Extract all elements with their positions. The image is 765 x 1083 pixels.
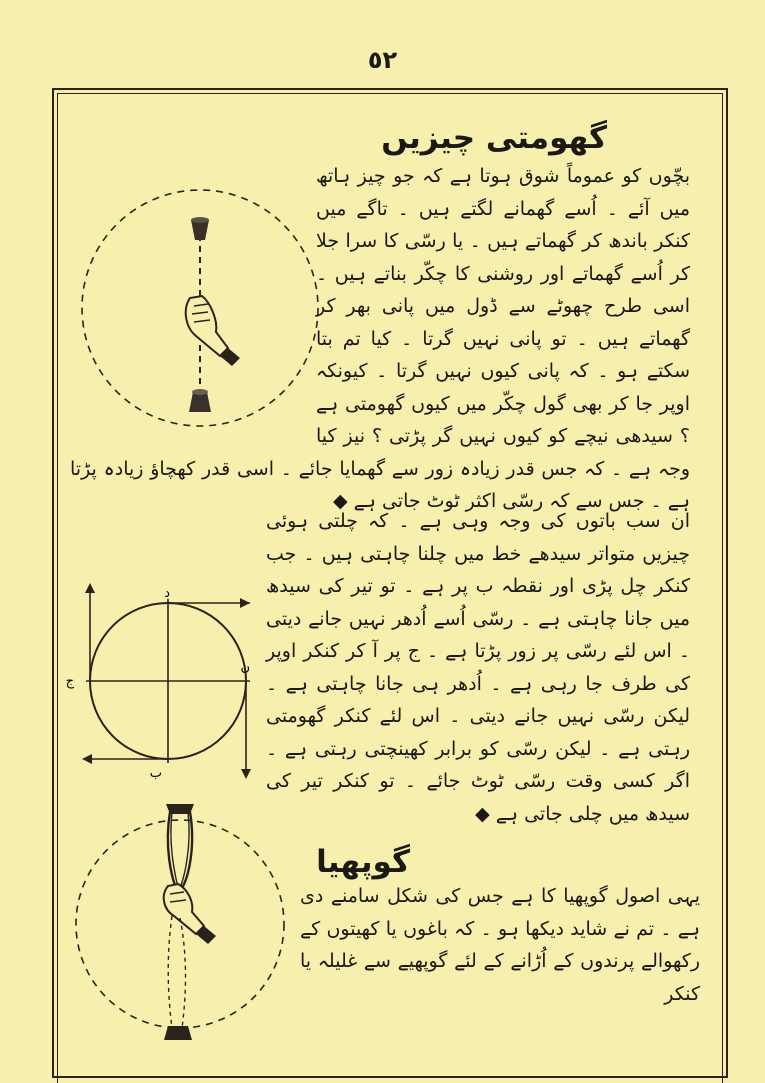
figure-sling bbox=[68, 788, 300, 1066]
paragraph bbox=[300, 880, 700, 1010]
section-heading-rotating-things: گھومتی چیزیں bbox=[381, 120, 607, 156]
sling-illustration bbox=[68, 788, 300, 1066]
paragraph-text: بچّوں کو عموماً شوق ہوتا ہے کہ جو چیز ہاتھ میں آئے ۔ اُسے گھمانے لگتے ہیں ۔ تاگے میں کنکر باندھ کر گھماتے ہیں ۔ یا رسّی کا سرا جلا کر اُسے گھماتے اور روشنی کا چکّر بناتے ہیں ۔ اسی طرح چھوٹے سے ڈول میں پانی بھر کر گھماتے ہیں ۔ تو پانی نہیں گرتا ۔ کیا تم بتا سکتے ہو ۔ کہ پانی کیوں نہیں گرتا ۔ کیونکہ اوپر جا کر بھی گول چکّر میں کیوں گھومتی ہے ؟ سیدھی نیچے کو کیوں نہیں گر پڑتی ؟ نیز کیا وجہ ہے ۔ کہ جس قدر زیادہ زور سے گھمایا جائے ۔ اسی قدر کھچاؤ زیادہ پڑتا ہے ۔ جس سے کہ رسّی اکثر ٹوٹ جاتی ہے ◆ bbox=[70, 165, 690, 512]
paragraph bbox=[65, 505, 690, 830]
paragraph-text: یہی اصول گوپھیا کا ہے جس کی شکل سامنے دی ہے ۔ تم نے شاید دیکھا ہو ۔ کہ باغوں یا کھیتوں کے رکھوالے پرندوں کے اُڑانے کے لئے گوپھیے سے غلیلہ یا کنکر bbox=[300, 885, 700, 1005]
circle-tangent-diagram bbox=[65, 569, 260, 795]
figure-bucket-whirl bbox=[70, 160, 310, 438]
circle-label-right: ن bbox=[240, 660, 250, 675]
circle-label-top: د bbox=[164, 586, 170, 601]
section-heading-sling: گوپھیا bbox=[316, 844, 410, 880]
bucket-whirl-illustration bbox=[70, 160, 310, 438]
circle-label-bottom: ب bbox=[149, 766, 162, 781]
paragraph bbox=[70, 160, 690, 518]
figure-circle-diagram bbox=[65, 569, 260, 795]
paragraph-text: ان سب باتوں کی وجہ وہی ہے ۔ کہ چلتی ہوئی چیزیں متواتر سیدھے خط میں چلنا چاہتی ہیں ۔ جب کنکر چل پڑی اور نقطہ ب پر ہے ۔ تو تیر کی سیدھ میں جانا چاہتی ہے ۔ رسّی اُسے اُدھر نہیں جانے دیتی ۔ اس لئے رسّی پر زور پڑتا ہے ۔ ج پر آ کر کنکر اوپر کی طرف جا رہی ہے ۔ اُدھر ہی جانا چاہتی ہے ۔ لیکن رسّی نہیں جانے دیتی ۔ اس لئے کنکر گھومتی رہتی ہے ۔ لیکن رسّی کو برابر کھینچتی رہتی ہے ۔ اگر کسی وقت رسّی ٹوٹ جائے ۔ تو کنکر تیر کی سیدھ میں چلی جاتی ہے ◆ bbox=[266, 510, 690, 825]
circle-label-left: ج bbox=[65, 674, 74, 689]
page-number: ٥٢ bbox=[367, 46, 398, 74]
